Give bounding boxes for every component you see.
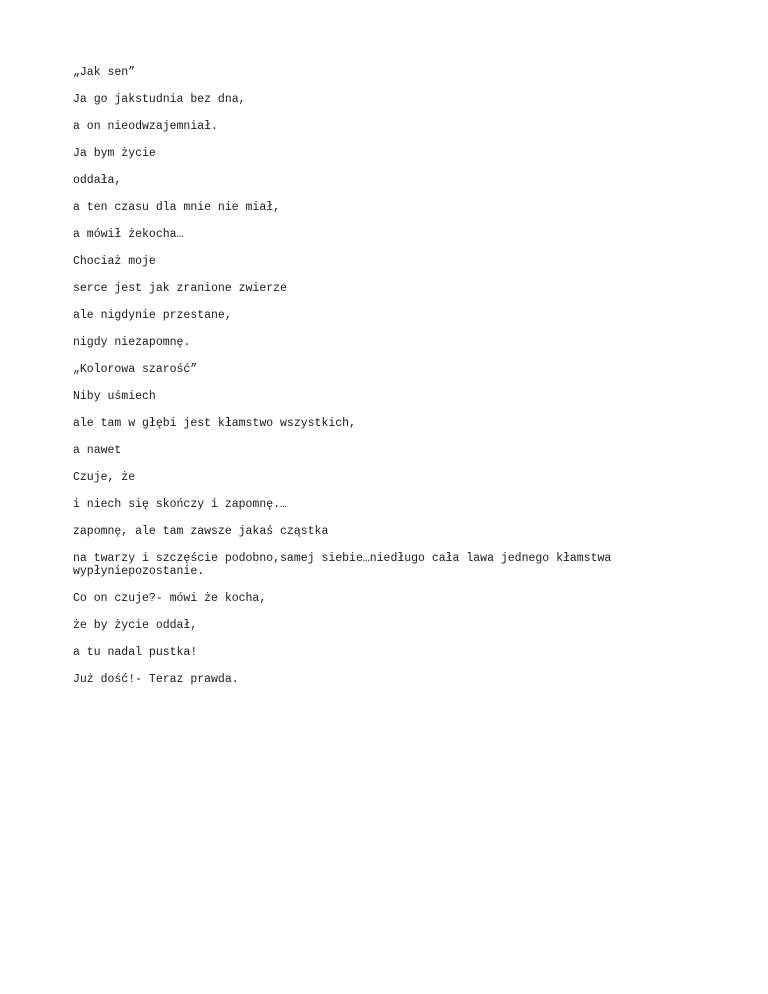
text-line: że by życie oddał, xyxy=(73,619,198,632)
text-line: Ja go jakstudnia bez dna, xyxy=(73,93,246,106)
text-line: a on nieodwzajemniał. xyxy=(73,120,218,133)
text-line: ale nigdynie przestane, xyxy=(73,309,232,322)
poem-title: „Jak sen” xyxy=(73,66,136,79)
text-line: Już dość!- Teraz prawda. xyxy=(73,673,239,686)
document-page xyxy=(73,66,713,700)
text-line: Co on czuje?- mówi że kocha, xyxy=(73,592,267,605)
text-line: a mówił żekocha… xyxy=(73,228,184,241)
text-line: a ten czasu dla mnie nie miał, xyxy=(73,201,281,214)
text-line: ale tam w głębi jest kłamstwo wszystkich, xyxy=(73,417,356,430)
text-line: zapomnę, ale tam zawsze jakaś cząstka xyxy=(73,525,329,538)
text-line: Ja bym życie xyxy=(73,147,156,160)
text-line: Niby uśmiech xyxy=(73,390,156,403)
text-line: a tu nadal pustka! xyxy=(73,646,198,659)
text-line: na twarzy i szczęście podobno,samej siebie…niedługo cała lawa jednego kłamstwa wypłyniepozostanie. xyxy=(73,552,619,578)
text-line: oddała, xyxy=(73,174,122,187)
text-line: nigdy niezapomnę. xyxy=(73,336,191,349)
text-line: a nawet xyxy=(73,444,122,457)
text-line: i niech się skończy i zapomnę.… xyxy=(73,498,287,511)
text-line: Czuje, że xyxy=(73,471,136,484)
poem-title: „Kolorowa szarość” xyxy=(73,363,198,376)
text-line: Chociaż moje xyxy=(73,255,156,268)
text-line: serce jest jak zranione zwierze xyxy=(73,282,287,295)
